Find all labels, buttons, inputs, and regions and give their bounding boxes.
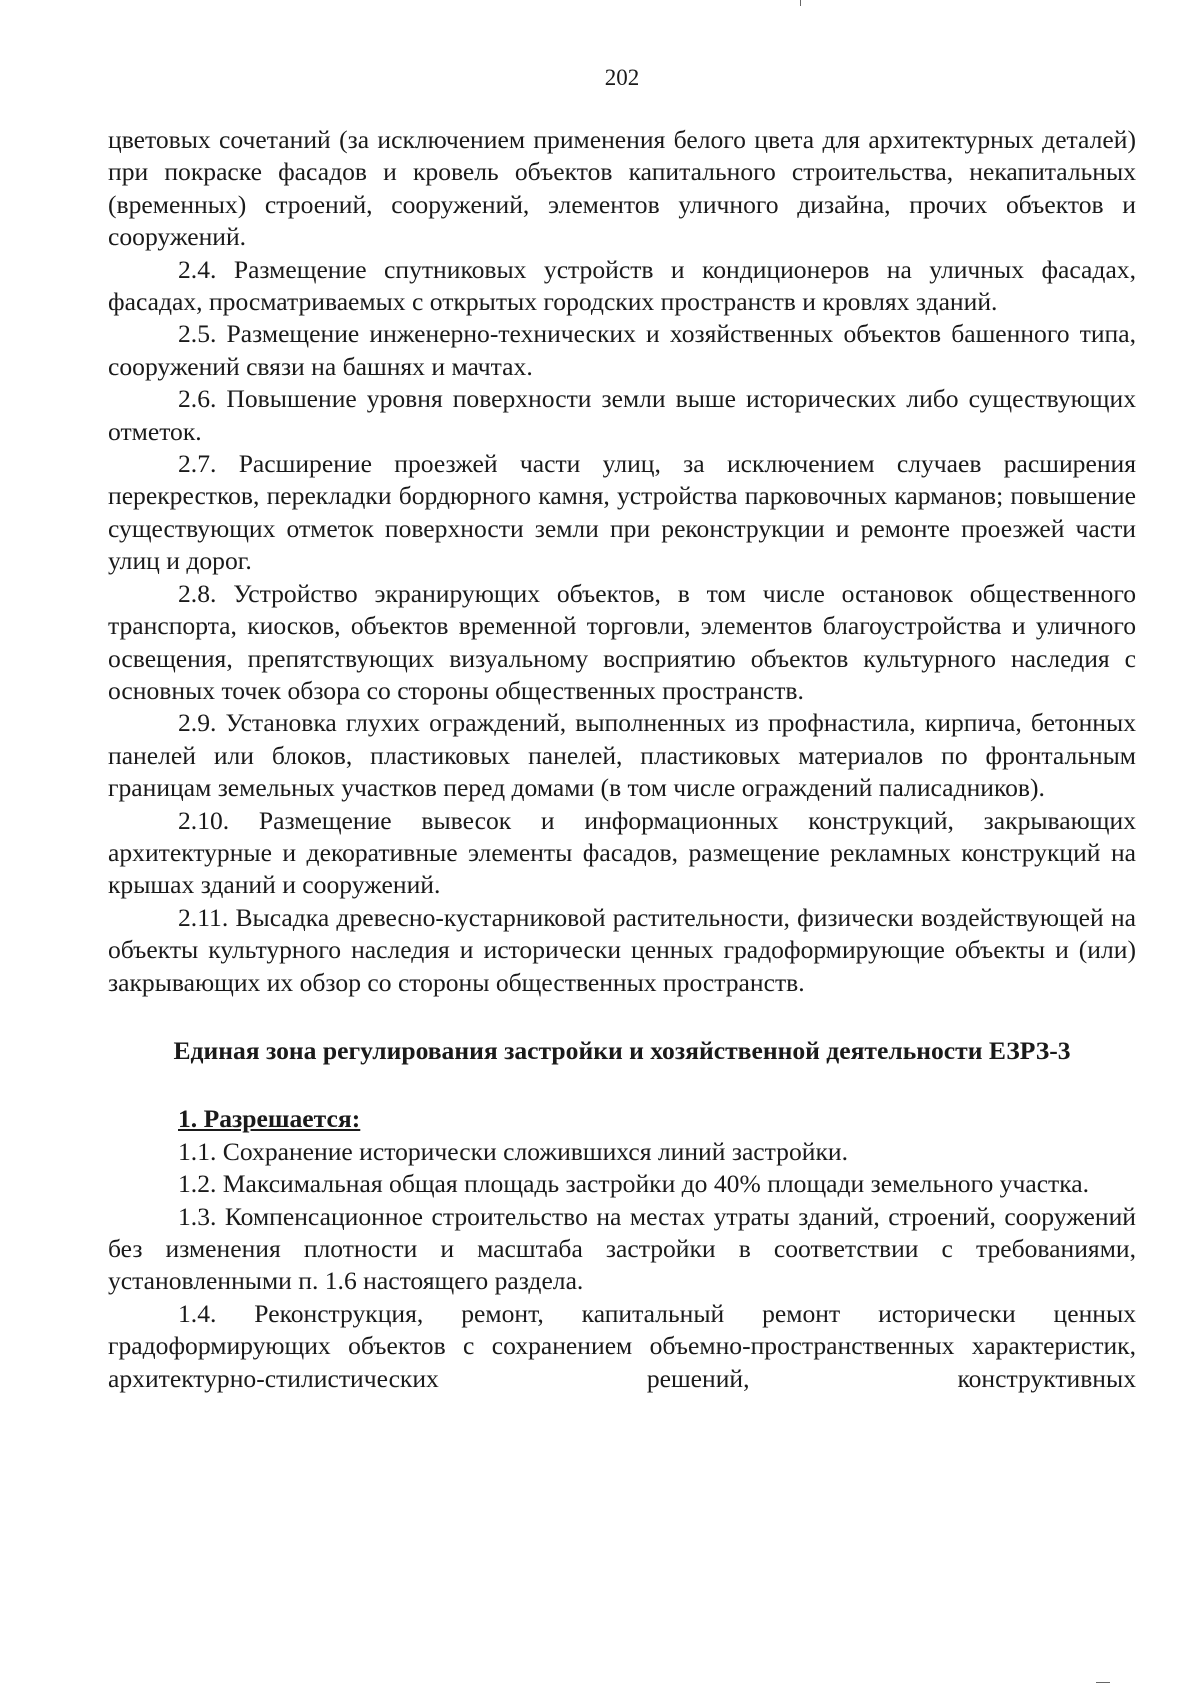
paragraph-1-3: 1.3. Компенсационное строительство на местах утраты зданий, строений, сооружений без изменения плотности и масштаба застройки в соответствии с требованиями, установленными п. 1.6 настоящего раздела. — [108, 1201, 1136, 1296]
paragraph-2-9: 2.9. Установка глухих ограждений, выполненных из профнастила, кирпича, бетонных панелей или блоков, пластиковых панелей, пластиковых материалов по фронтальным границам земельных участков перед домами (в том числе ограждений палисадников). — [108, 708, 1136, 803]
paragraph-2-8: 2.8. Устройство экранирующих объектов, в том числе остановок общественного транспорта, киосков, объектов временной торговли, элементов благоустройства и уличного освещения, препятствующих визуальному восприятию объектов культурного наследия с основных точек обзора со стороны общественных пространств. — [108, 578, 1136, 705]
paragraph-2-10: 2.10. Размещение вывесок и информационных конструкций, закрывающих архитектурные и декоративные элементы фасадов, размещение рекламных конструкций на крышах зданий и сооружений. — [108, 805, 1136, 900]
paragraph-1-2: 1.2. Максимальная общая площадь застройки до 40% площади земельного участка. — [178, 1169, 1090, 1199]
paragraph-2-4: 2.4. Размещение спутниковых устройств и кондиционеров на уличных фасадах, фасадах, просматриваемых с открытых городских пространств и кровлях зданий. — [108, 254, 1136, 317]
paragraph-2-6: 2.6. Повышение уровня поверхности земли выше исторических либо существующих отметок. — [108, 384, 1136, 446]
page-number: 202 — [604, 65, 640, 90]
subsection-heading: 1. Разрешается: — [178, 1104, 361, 1134]
paragraph-1-4: 1.4. Реконструкция, ремонт, капитальный ремонт исторически ценных градоформирующих объектов с сохранением объемно-пространственных характеристик, архитектурно-стилистических решений, конструктивных — [108, 1298, 1136, 1393]
document-body — [108, 124, 1136, 1395]
scan-artifact-top — [800, 0, 801, 6]
section-heading: Единая зона регулирования застройки и хозяйственной деятельности ЕЗРЗ-3 — [173, 1035, 1071, 1065]
paragraph-2-11: 2.11. Высадка древесно-кустарниковой растительности, физически воздействующей на объекты культурного наследия и исторически ценных градоформирующие объекты и (или) закрывающих их обзор со стороны общественных пространств. — [108, 902, 1136, 997]
paragraph-1-1: 1.1. Сохранение исторически сложившихся линий застройки. — [178, 1136, 848, 1166]
scan-artifact-bottom — [1096, 1682, 1110, 1683]
paragraph-2-7: 2.7. Расширение проезжей части улиц, за исключением случаев расширения перекрестков, перекладки бордюрного камня, устройства парковочных карманов; повышение существующих отметок поверхности земли при реконструкции и ремонте проезжей части улиц и дорог. — [108, 449, 1136, 576]
paragraph-2-5: 2.5. Размещение инженерно-технических и хозяйственных объектов башенного типа, сооружений связи на башнях и мачтах. — [108, 319, 1136, 381]
paragraph-continuation: цветовых сочетаний (за исключением применения белого цвета для архитектурных деталей) при покраске фасадов и кровель объектов капитального строительства, некапитальных (временных) строений, сооружений, элементов уличного дизайна, прочих объектов и сооружений. — [108, 125, 1136, 252]
